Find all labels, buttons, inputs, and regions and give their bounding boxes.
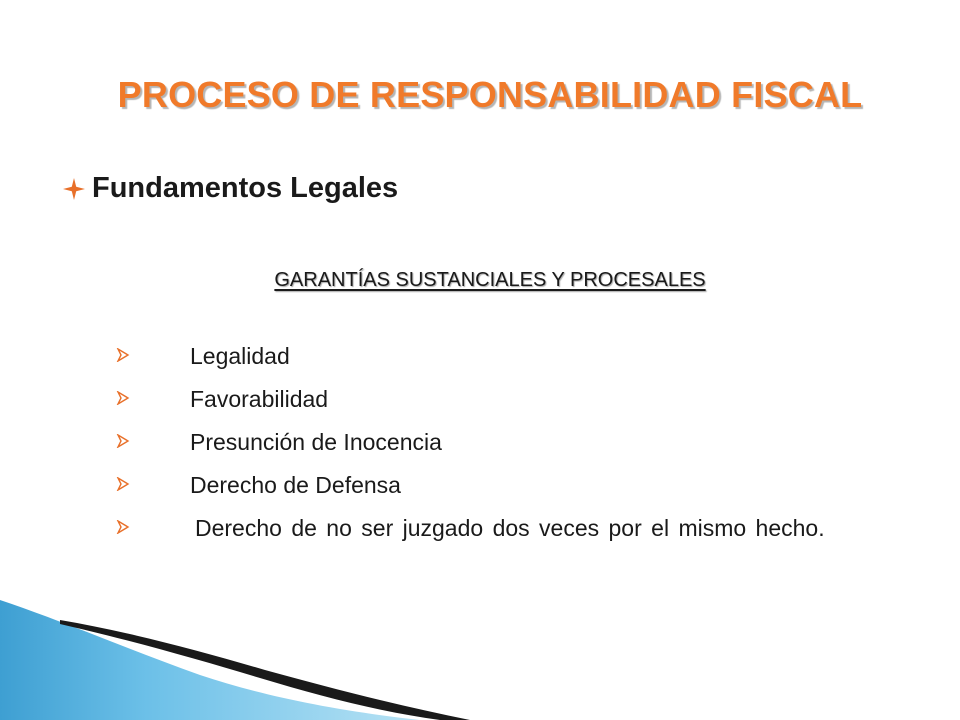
bullet-label: Presunción de Inocencia: [190, 429, 442, 455]
arrow-bullet-icon: [116, 477, 130, 491]
list-item: [116, 383, 866, 415]
star-icon: [62, 177, 86, 201]
subtitle-row: [62, 172, 398, 205]
list-item: [116, 426, 866, 458]
slide-title: PROCESO DE RESPONSABILIDAD FISCAL: [117, 74, 863, 115]
subtitle: Fundamentos Legales: [92, 172, 399, 204]
arrow-bullet-icon: [116, 434, 130, 448]
arrow-bullet-icon: [116, 520, 130, 534]
section-heading: GARANTÍAS SUSTANCIALES Y PROCESALES: [274, 269, 706, 291]
bullet-label: Legalidad: [190, 343, 290, 369]
list-item: [116, 512, 866, 544]
arrow-bullet-icon: [116, 348, 130, 362]
list-item: [116, 340, 866, 372]
list-item: [116, 469, 866, 501]
bullet-list: [116, 340, 866, 555]
bullet-label: Favorabilidad: [190, 386, 329, 412]
bullet-label: Derecho de Defensa: [190, 472, 401, 498]
bullet-label: Derecho de no ser juzgado dos veces por el mismo hecho.: [195, 515, 825, 541]
arrow-bullet-icon: [116, 391, 130, 405]
